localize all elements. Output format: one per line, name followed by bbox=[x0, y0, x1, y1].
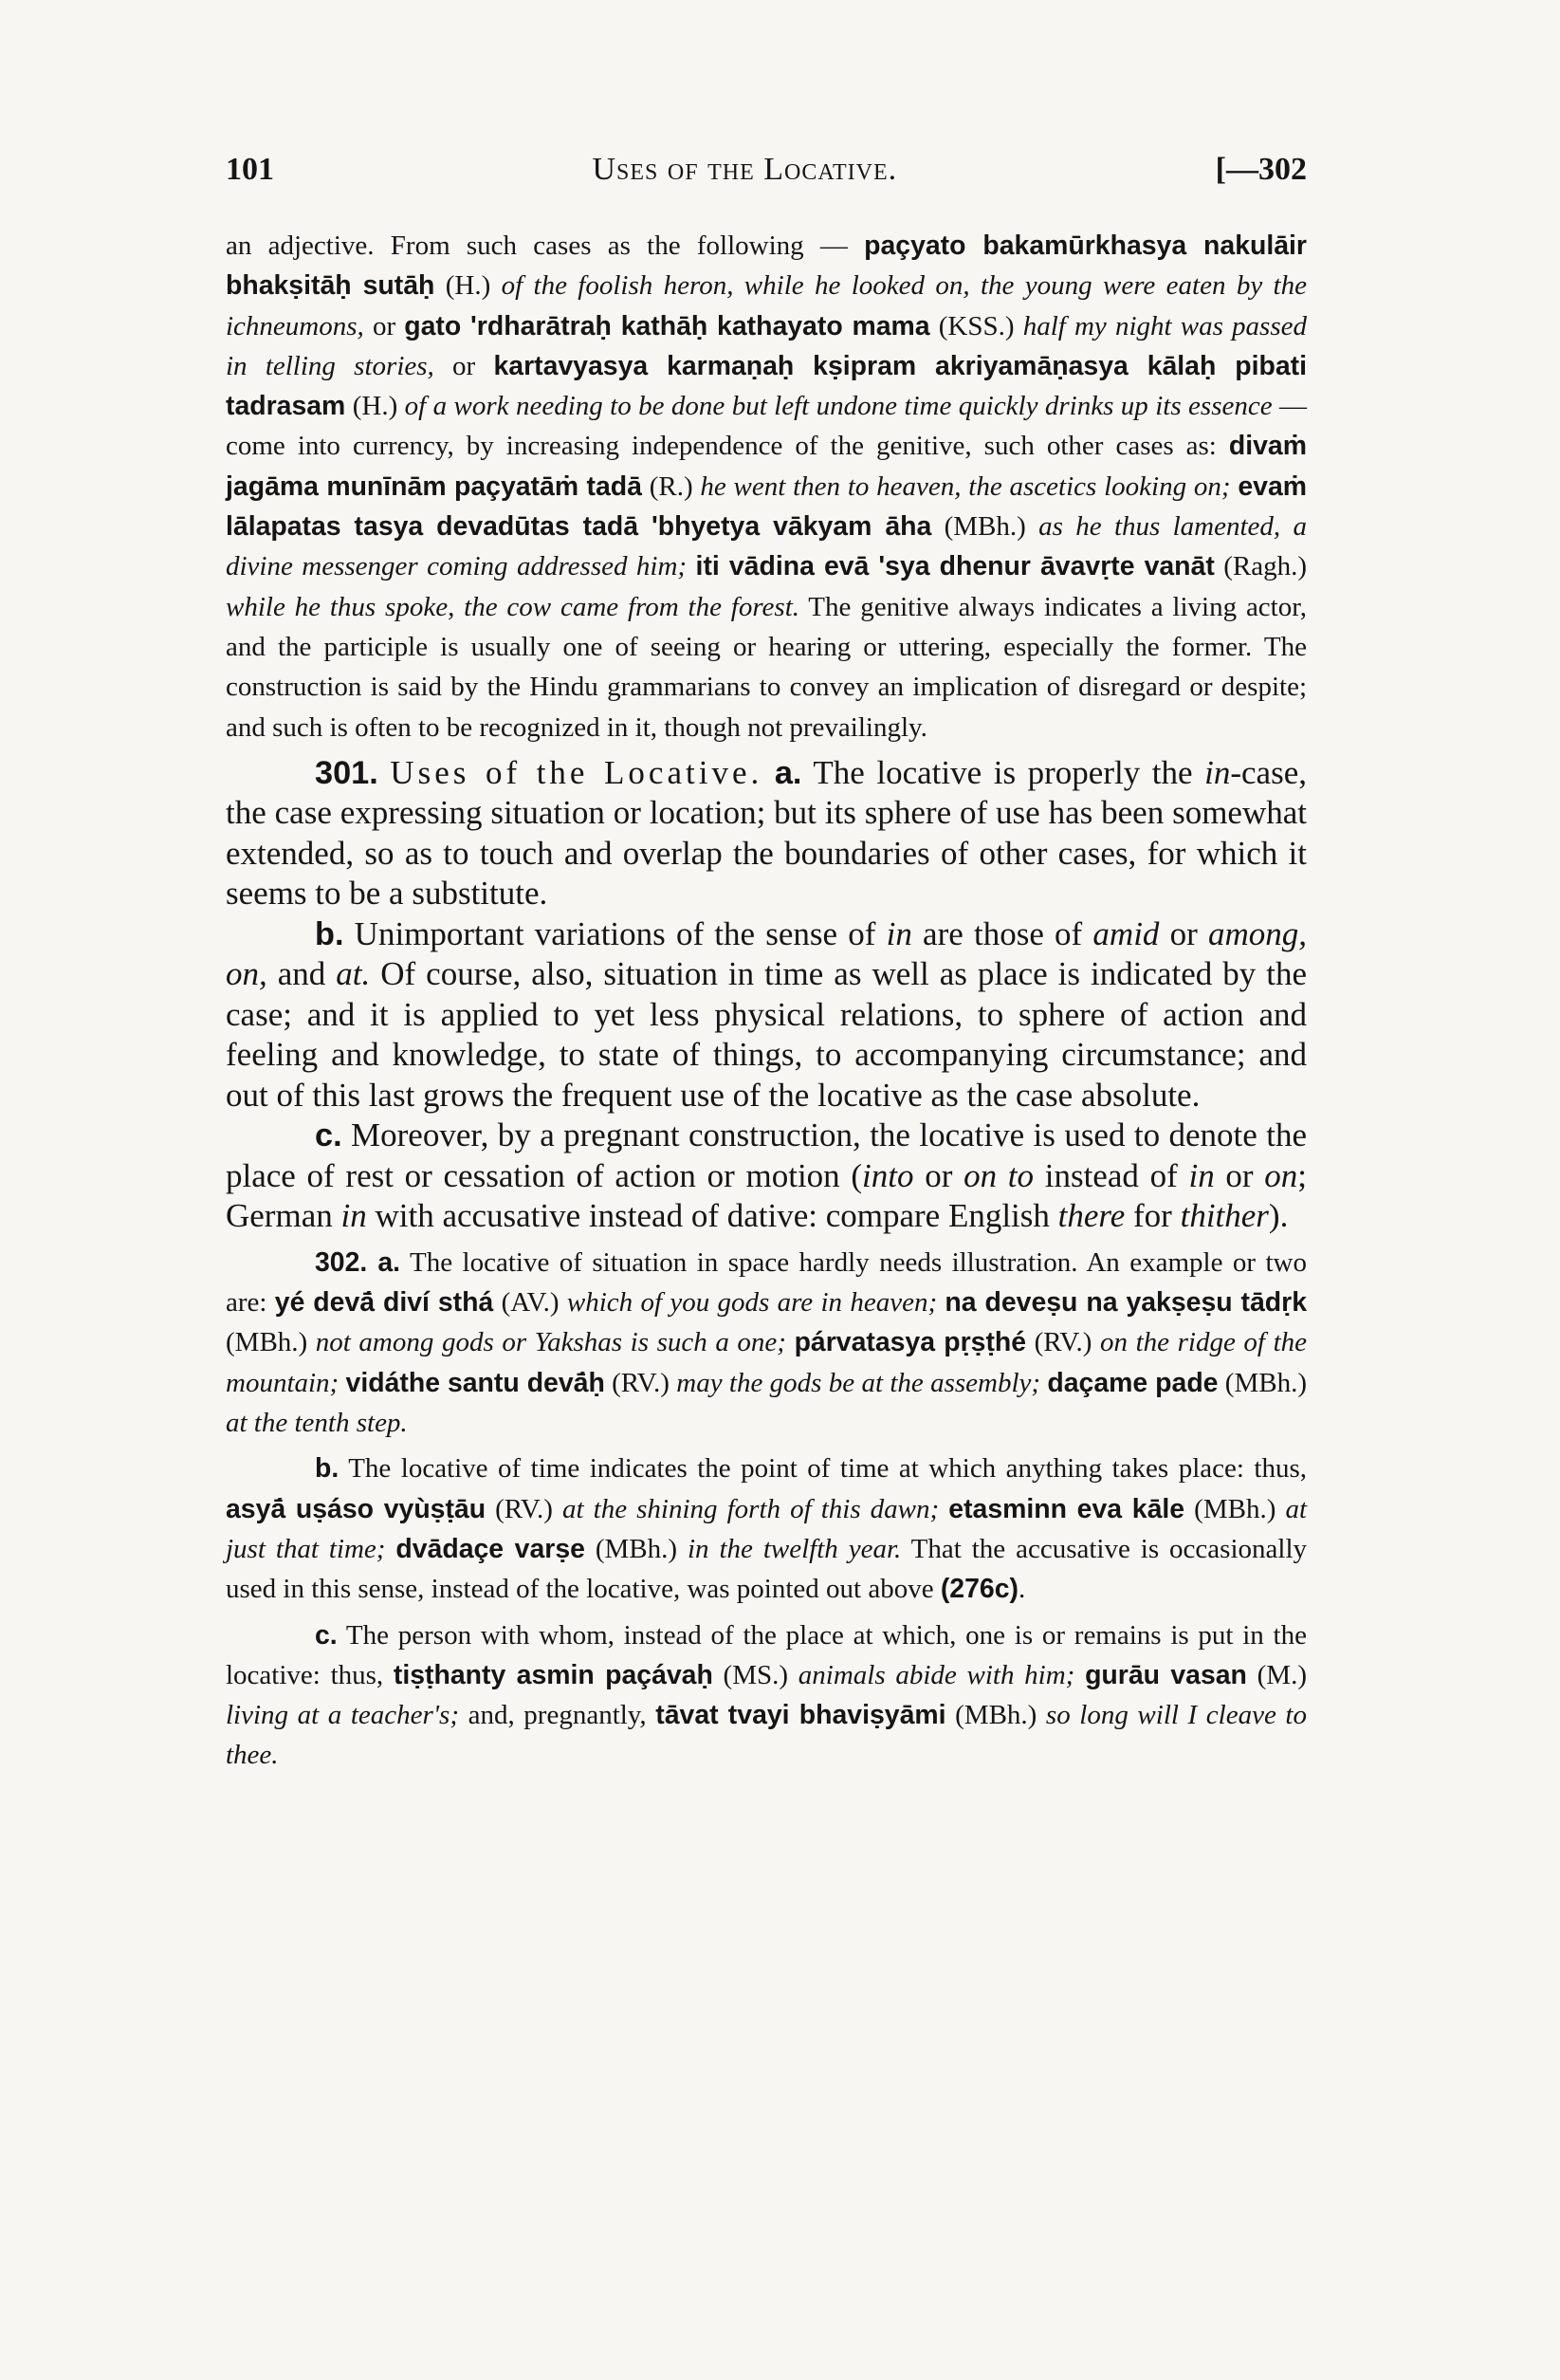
text-run: — come into currency, by increasing independence of the genitive, such other cases as: bbox=[226, 391, 1308, 462]
translation: of the foolish heron, while he looked on, the young were eaten by the ichneumons, bbox=[226, 270, 1307, 341]
sanskrit-term: tāvat tvayi bhaviṣyāmi bbox=[655, 1700, 946, 1731]
running-header bbox=[226, 152, 1307, 188]
translation: at. bbox=[336, 955, 371, 993]
sanskrit-term: daçame pade bbox=[1047, 1367, 1219, 1398]
text-run: (MBh.) bbox=[945, 1700, 1046, 1731]
paragraph-301c bbox=[226, 1116, 1307, 1237]
sanskrit-term: b. bbox=[315, 915, 344, 952]
sanskrit-term: yé devā́ diví sthá bbox=[274, 1287, 494, 1319]
text-run: Moreover, by a pregnant construction, the locative is used to denote the place of rest or cessation of action or motion ( bbox=[226, 1116, 1307, 1194]
translation: of a work needing to be done but left undone time quickly drinks up its essence bbox=[404, 391, 1273, 422]
text-run: (H.) bbox=[345, 391, 405, 422]
paragraph-301b bbox=[226, 914, 1307, 1116]
text-run: The genitive always indicates a living actor, and the participle is usually one of seeing or hearing or uttering, especially the former. The construction is said by the Hindu grammarians to convey an implication of disregard or despite; and such is often to be recognized in it, though not prevailingly. bbox=[226, 591, 1307, 743]
translation: there bbox=[1057, 1197, 1126, 1235]
text-run: (MBh.) bbox=[931, 511, 1039, 543]
translation: at just that time; bbox=[226, 1493, 1307, 1564]
text-run: (MBh.) bbox=[226, 1327, 316, 1358]
section-heading: Uses of the Locative. bbox=[390, 753, 763, 791]
text-run: (MBh.) bbox=[1218, 1367, 1308, 1398]
sanskrit-term: c. bbox=[315, 1619, 338, 1651]
text-run: Unimportant variations of the sense of bbox=[343, 914, 887, 952]
text-run: are those of bbox=[911, 914, 1093, 952]
text-run: The locative is properly the bbox=[801, 753, 1205, 791]
text-run: (R.) bbox=[641, 470, 701, 502]
translation: amid bbox=[1092, 914, 1160, 952]
translation: while he thus spoke, the cow came from the forest. bbox=[226, 591, 799, 622]
translation: in bbox=[1204, 753, 1231, 791]
text-run: (M.) bbox=[1246, 1659, 1307, 1690]
page-number: 101 bbox=[226, 152, 274, 187]
sanskrit-term: divaṁ jagāma munīnām paçyatāṁ tadā bbox=[226, 431, 1307, 502]
text-run: (MBh.) bbox=[584, 1533, 688, 1564]
text-run bbox=[687, 551, 695, 581]
sanskrit-term: kartavyasya karmaṇaḥ kṣipram akriyamāṇasya kālaḥ pibati tadrasam bbox=[226, 350, 1307, 422]
sanskrit-term: iti vādina evā 'sya dhenur āvavṛte vanāt bbox=[695, 551, 1215, 582]
text-run: Of course, also, situation in time as well as place is indicated by the case; and it is applied to yet less physical relations, to sphere of action and feeling and knowledge, to state of things, to accompanying circumstance; and out of this last grows the frequent use of the locative as the case absolute. bbox=[226, 955, 1307, 1114]
text-run bbox=[339, 1368, 345, 1398]
text-run: or bbox=[1159, 914, 1208, 952]
sanskrit-term: a. bbox=[774, 754, 802, 791]
paragraph-302a bbox=[226, 1243, 1307, 1443]
text-run bbox=[385, 1534, 395, 1564]
book-page bbox=[226, 152, 1307, 1776]
text-run: and bbox=[266, 955, 337, 993]
text-run: The locative of time indicates the point of time at which anything takes place: thus, bbox=[339, 1453, 1307, 1485]
sanskrit-term: b. bbox=[315, 1453, 340, 1485]
translation: into bbox=[862, 1156, 914, 1194]
translation: so long will I cleave to thee. bbox=[226, 1700, 1307, 1771]
text-run: (AV.) bbox=[493, 1287, 567, 1319]
translation: thither bbox=[1180, 1197, 1269, 1235]
text-run bbox=[786, 1327, 795, 1357]
text-run: (H.) bbox=[434, 270, 502, 302]
sanskrit-term: paçyato bakamūrkhasya nakulāir bhakṣitāḥ sutāḥ bbox=[226, 231, 1307, 302]
text-run: The locative of situation in space hardly needs illustration. An example or two are: bbox=[226, 1246, 1307, 1319]
translation: among, on, bbox=[226, 914, 1308, 993]
translation: on the ridge of the mountain; bbox=[226, 1327, 1307, 1398]
text-run: (RV.) bbox=[604, 1367, 677, 1398]
translation: on bbox=[1264, 1156, 1298, 1194]
text-run: an adjective. From such cases as the following — bbox=[226, 231, 865, 261]
translation: animals abide with him; bbox=[798, 1659, 1075, 1690]
sanskrit-term: c. bbox=[315, 1117, 342, 1154]
text-run: . bbox=[1018, 1574, 1026, 1605]
translation: living at a teacher's; bbox=[226, 1700, 459, 1731]
paragraph-301a bbox=[226, 753, 1307, 914]
text-run: (RV.) bbox=[486, 1493, 563, 1524]
text-run: (Ragh.) bbox=[1214, 551, 1308, 582]
translation: not among gods or Yakshas is such a one; bbox=[315, 1327, 786, 1358]
text-run bbox=[1074, 1660, 1085, 1690]
text-run bbox=[378, 754, 391, 791]
text-run: with accusative instead of dative: compare English bbox=[366, 1197, 1058, 1235]
sanskrit-term: evaṁ lālapatas tasya devadūtas tadā 'bhyetya vākyam āha bbox=[226, 470, 1307, 543]
text-run: That the accusative is occasionally used in this sense, instead of the locative, was pointed out above bbox=[226, 1533, 1308, 1605]
text-run: or bbox=[913, 1156, 964, 1194]
sanskrit-term: gato 'rdharātraḥ kathāḥ kathayato mama bbox=[404, 310, 930, 341]
text-run: or bbox=[1214, 1156, 1265, 1194]
translation: as he thus lamented, a divine messenger coming addressed him; bbox=[226, 511, 1307, 582]
translation: he went then to heaven, the ascetics looking on; bbox=[700, 470, 1231, 502]
sanskrit-term: dvādaçe varṣe bbox=[395, 1533, 585, 1564]
translation: in bbox=[340, 1197, 367, 1235]
section-reference: [—302 bbox=[1215, 152, 1307, 187]
paragraph-302b bbox=[226, 1448, 1307, 1609]
running-title: Uses of the Locative. bbox=[592, 152, 898, 187]
text-run: or bbox=[433, 350, 494, 381]
text-run: -case, the case expressing situation or location; but its sphere of use has been somewhat extended, so as to touch and overlap the boundaries of other cases, for which it seems to be a substitute. bbox=[226, 753, 1307, 913]
sanskrit-term: 302. a. bbox=[315, 1246, 401, 1278]
sanskrit-term: tiṣṭhanty asmin paçávaḥ bbox=[393, 1659, 713, 1690]
text-run: ; German bbox=[226, 1156, 1308, 1235]
sanskrit-term: (276c) bbox=[940, 1574, 1019, 1605]
text-run: (KSS.) bbox=[929, 310, 1023, 341]
sanskrit-term: vidáthe santu devā́ḥ bbox=[345, 1367, 605, 1398]
translation: at the shining forth of this dawn; bbox=[562, 1493, 940, 1524]
text-run: (MS.) bbox=[712, 1659, 798, 1690]
sanskrit-term: na deveṣu na yakṣeṣu tādṛk bbox=[945, 1287, 1307, 1319]
translation: in the twelfth year. bbox=[687, 1533, 902, 1564]
text-run bbox=[939, 1494, 948, 1524]
text-run: for bbox=[1125, 1197, 1181, 1235]
translation: which of you gods are in heaven; bbox=[566, 1287, 938, 1319]
paragraph-302c bbox=[226, 1615, 1307, 1776]
translation: on to bbox=[964, 1156, 1035, 1194]
text-run: The person with whom, instead of the place at which, one is or remains is put in the locative: thus, bbox=[226, 1619, 1307, 1690]
text-run: instead of bbox=[1034, 1156, 1189, 1194]
translation: in bbox=[1188, 1156, 1215, 1194]
translation: at the tenth step. bbox=[226, 1408, 408, 1439]
sanskrit-term: asyā́ uṣáso vyùṣṭāu bbox=[226, 1493, 486, 1524]
paragraph-genitive-absolute bbox=[226, 226, 1307, 747]
text-run: (MBh.) bbox=[1184, 1493, 1286, 1524]
text-run: ). bbox=[1268, 1197, 1289, 1235]
translation: half my night was passed in telling stories, bbox=[226, 310, 1307, 381]
text-run: and, pregnantly, bbox=[458, 1700, 656, 1731]
sanskrit-term: 301. bbox=[315, 754, 378, 791]
text-run: or bbox=[363, 310, 405, 341]
sanskrit-term: etasminn eva kāle bbox=[948, 1493, 1185, 1524]
text-run bbox=[762, 754, 775, 791]
translation: may the gods be at the assembly; bbox=[676, 1367, 1041, 1398]
sanskrit-term: párvatasya pṛṣṭhé bbox=[794, 1327, 1027, 1358]
translation: in bbox=[886, 914, 912, 952]
sanskrit-term: gurāu vasan bbox=[1085, 1659, 1247, 1690]
text-run: (RV.) bbox=[1026, 1327, 1101, 1358]
